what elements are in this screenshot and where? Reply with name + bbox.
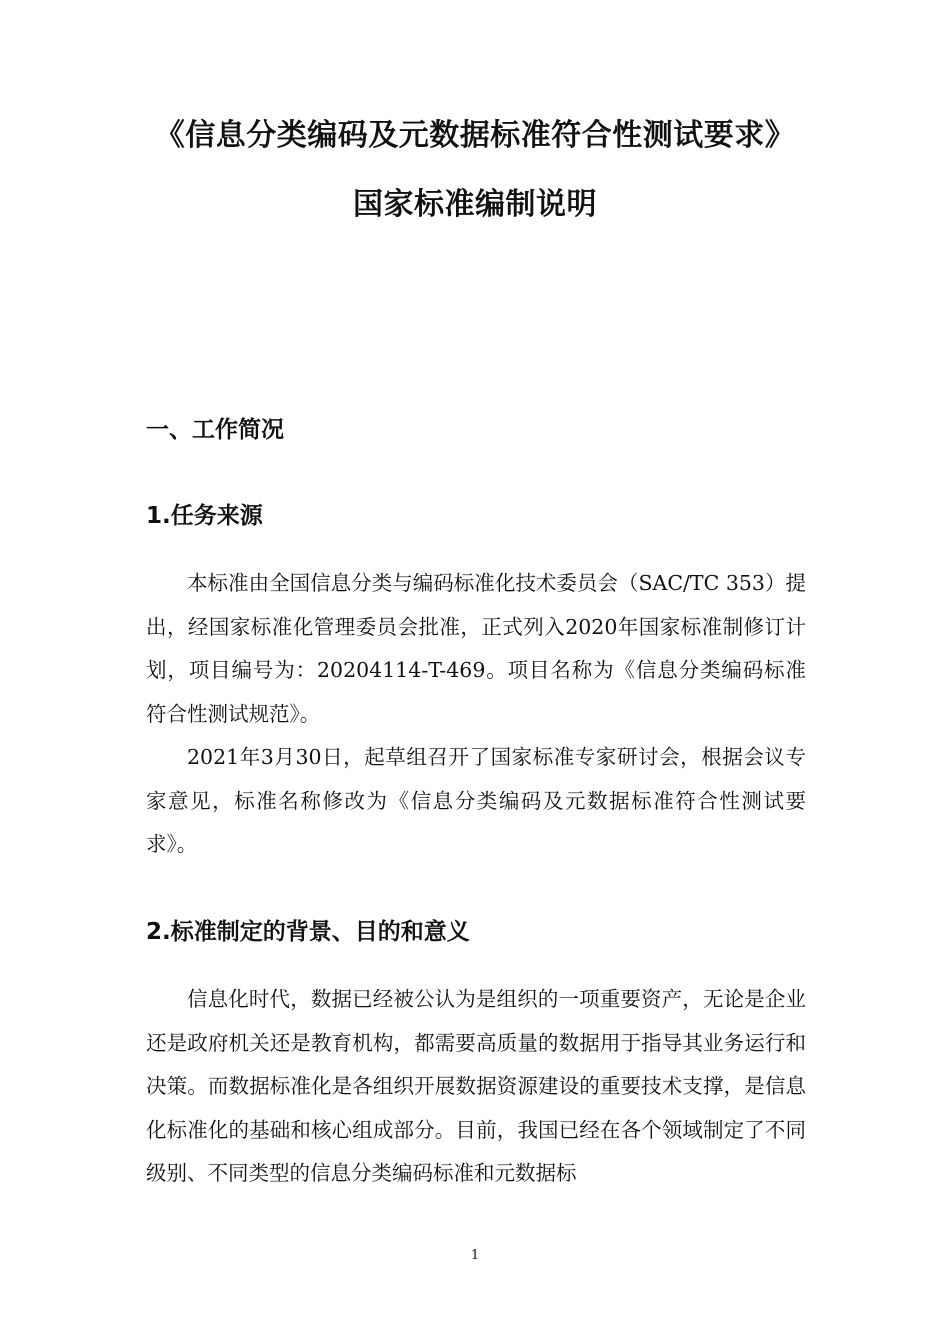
paragraph-name-change: 2021年3月30日，起草组召开了国家标准专家研讨会，根据会议专家意见，标准名称修改为《信息分类编码及元数据标准符合性测试要求》。 [146, 745, 806, 856]
section-heading-task-source: 1.任务来源 [146, 503, 263, 529]
document-subtitle: 国家标准编制说明 [353, 187, 597, 222]
page-number: 1 [470, 1248, 480, 1263]
section-heading-work-overview: 一、工作简况 [146, 417, 284, 443]
document-title: 《信息分类编码及元数据标准符合性测试要求》 [154, 118, 796, 153]
section-heading-background: 2.标准制定的背景、目的和意义 [146, 919, 470, 945]
paragraph-task-source: 本标准由全国信息分类与编码标准化技术委员会（SAC/TC 353）提出，经国家标准化管理委员会批准，正式列入2020年国家标准制修订计划，项目编号为：20204114-T-469。项目名称为《信息分类编码标准符合性测试规范》。 [146, 571, 806, 726]
paragraph-background: 信息化时代，数据已经被公认为是组织的一项重要资产，无论是企业还是政府机关还是教育机构，都需要高质量的数据用于指导其业务运行和决策。而数据标准化是各组织开展数据资源建设的重要技术支撑，是信息化标准化的基础和核心组成部分。目前，我国已经在各个领域制定了不同级别、不同类型的信息分类编码标准和元数据标 [146, 987, 806, 1185]
